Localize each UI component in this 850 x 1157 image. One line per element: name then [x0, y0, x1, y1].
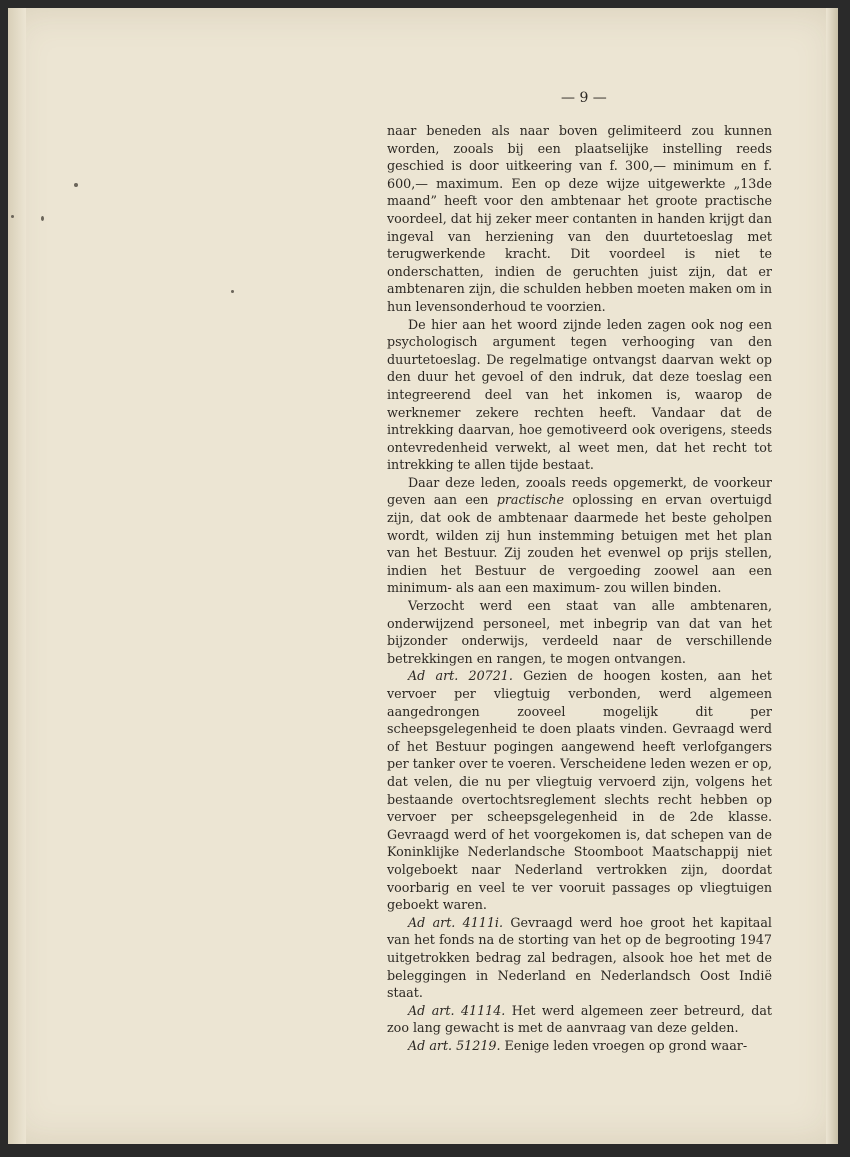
- paragraph-text: Gezien de hoogen kosten, aan het vervoer per vliegtuig verbonden, werd algemeen aangedrongen zooveel mogelijk dit per scheepsgelegenheid te doen plaats vinden. Gevraagd werd of het Bestuur pogingen aangewend heeft verlofgangers per tanker over te voeren. Verscheidene leden wezen er op, dat velen, die nu per vliegtuig vervoerd zijn, volgens het bestaande overtochtsreglement slechts recht hebben op vervoer per scheepsgelegenheid in de 2de klasse. Gevraagd werd of het voorgekomen is, dat schepen van de Koninklijke Nederlandsche Stoomboot Maatschappij niet volgeboekt naar Nederland vertrokken zijn, doordat voorbarig en veel te ver vooruit passages op vliegtuigen geboekt waren.: [387, 668, 772, 913]
- paragraph-text: oplossing en ervan overtuigd zijn, dat ook de ambtenaar daarmede het beste geholpen wordt, wilden zij hun instemming betuigen met het plan van het Bestuur. Zij zouden het evenwel op prijs stellen, indien het Bestuur de vergoeding zoowel aan een minimum- als aan een maximum- zou willen binden.: [387, 492, 772, 596]
- paragraph-text: Verzocht werd een staat van alle ambtenaren, onderwijzend personeel, met inbegrip van dat van het bijzonder onderwijs, verdeeld naar de verschillende betrekkingen en rangen, te mogen ontvangen.: [387, 598, 772, 666]
- paragraph: [387, 474, 772, 597]
- page-left-edge: [8, 8, 26, 1144]
- paper-speck: [231, 290, 234, 293]
- document-page: [8, 8, 838, 1144]
- paragraph-text: Daar deze leden, zooals reeds opgemerkt, de voorkeur geven aan een: [387, 474, 772, 508]
- paper-speck: [74, 183, 78, 187]
- paragraph-text: naar beneden als naar boven gelimiteerd zou kunnen worden, zooals bij een plaatselijke instelling reeds geschied is door uitkeering van f. 300,— minimum en f. 600,— maximum. Een op deze wijze uitgewerkte „13de maand” heeft voor den ambtenaar het groote practische voordeel, dat hij zeker meer contanten in handen krijgt dan ingeval van herziening van den duurtetoeslag met terugwerkende kracht. Dit voordeel is niet te onderschatten, indien de geruchten juist zijn, dat er ambtenaren zijn, die schulden hebben moeten maken om in hun levensonderhoud te voorzien.: [387, 123, 772, 314]
- article-reference: Ad art. 51219.: [408, 1037, 501, 1053]
- paper-speck: [11, 215, 14, 218]
- paragraph-text: Gevraagd werd hoe groot het kapitaal van het fonds na de storting van het op de begrooting 1947 uitgetrokken bedrag zal bedragen, alsook hoe het met de beleggingen in Nederland en Nederlandsch Oost Indië staat.: [387, 914, 772, 1001]
- article-reference: practische: [496, 492, 565, 508]
- paragraph: [387, 316, 772, 474]
- paragraph: [387, 1037, 772, 1055]
- paper-speck: [41, 216, 44, 221]
- paragraph-text: De hier aan het woord zijnde leden zagen ook nog een psychologisch argument tegen verhooging van den duurtetoeslag. De regelmatige ontvangst daarvan wekt op den duur het gevoel of den indruk, dat deze toeslag een integreerend deel van het inkomen is, waarop de werknemer zekere rechten heeft. Vandaar dat de intrekking daarvan, hoe gemotiveerd ook overigens, steeds ontevredenheid verwekt, al weet men, dat het recht tot intrekking te allen tijde bestaat.: [387, 316, 772, 473]
- body-text: [387, 122, 772, 1054]
- paragraph-text: Eenige leden vroegen op grond waar-: [500, 1037, 748, 1053]
- paragraph-text: Het werd algemeen zeer betreurd, dat zoo lang gewacht is met de aanvraag van deze gelden.: [387, 1002, 772, 1036]
- paragraph: [387, 597, 772, 667]
- page-right-edge: [826, 8, 838, 1144]
- paragraph: [387, 667, 772, 913]
- page-number: — 9 —: [561, 90, 607, 106]
- article-reference: Ad art. 41114.: [408, 1002, 506, 1018]
- article-reference: Ad art. 20721.: [408, 668, 513, 684]
- paragraph: [387, 122, 772, 316]
- paragraph: [387, 1002, 772, 1037]
- article-reference: Ad art. 4111i.: [408, 914, 504, 930]
- paragraph: [387, 914, 772, 1002]
